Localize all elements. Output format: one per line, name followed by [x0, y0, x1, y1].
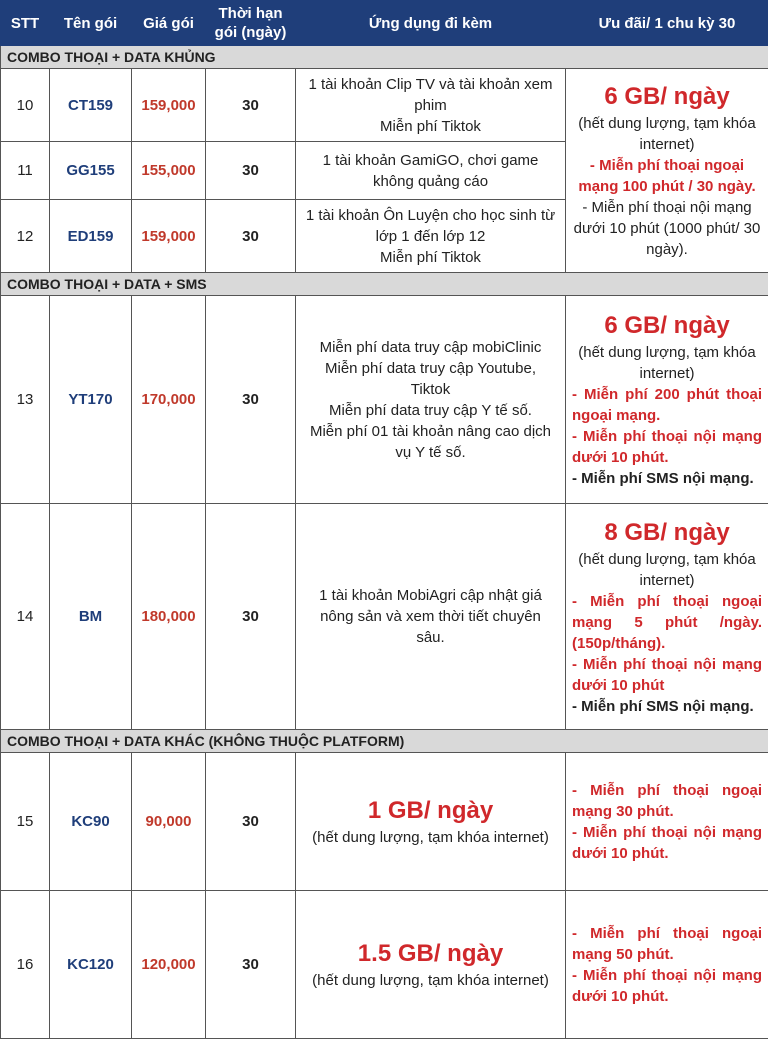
- offer-note: (hết dung lượng, tạm khóa internet): [578, 344, 756, 382]
- package-code: GG155: [50, 142, 132, 200]
- offer-item: - Miễn phí thoại ngoại mạng 50 phút.: [572, 924, 762, 963]
- package-data-amount: 1 GB/ ngày: [367, 797, 494, 824]
- package-days: 30: [206, 753, 296, 891]
- app-line: Miễn phí Tiktok: [380, 248, 481, 266]
- offer-item: - Miễn phí thoại ngoại mạng 30 phút.: [572, 781, 762, 820]
- package-code: KC90: [50, 753, 132, 891]
- offer-cell: [566, 69, 768, 273]
- package-days: 30: [206, 142, 296, 200]
- offer-item: - Miễn phí thoại nội mạng dưới 10 phút.: [572, 966, 762, 1005]
- package-apps: [296, 753, 566, 891]
- offer-data-amount: 8 GB/ ngày: [604, 518, 730, 546]
- app-line: Miễn phí data truy cập mobiClinic: [319, 338, 542, 356]
- offer-cell: [566, 504, 768, 730]
- table-row: [1, 504, 768, 730]
- offer-note: (hết dung lượng, tạm khóa internet): [578, 550, 756, 589]
- app-line: 1 tài khoản GamiGO, chơi game không quảng cáo: [322, 151, 539, 190]
- row-stt: 15: [1, 753, 50, 891]
- offer-item: - Miễn phí thoại nội mạng dưới 10 phút (1000 phút/ 30 ngày).: [573, 199, 761, 258]
- offer-item: - Miễn phí thoại ngoại mạng 100 phút / 30 ngày.: [578, 157, 756, 195]
- app-line: Miễn phí data truy cập Youtube, Tiktok: [325, 359, 536, 398]
- table-row: [1, 753, 768, 891]
- row-stt: 12: [1, 200, 50, 273]
- app-line: 1 tài khoản Clip TV và tài khoản xem phim: [308, 75, 553, 114]
- section-title: COMBO THOẠI + DATA KHÁC (KHÔNG THUỘC PLATFORM): [1, 730, 768, 753]
- package-note: (hết dung lượng, tạm khóa internet): [312, 972, 549, 989]
- package-apps: [296, 891, 566, 1039]
- package-days: 30: [206, 69, 296, 142]
- package-price: 155,000: [132, 142, 206, 200]
- offer-cell: [566, 753, 768, 891]
- package-apps: [296, 142, 566, 200]
- package-code: KC120: [50, 891, 132, 1039]
- app-line: Miễn phí data truy cập Y tế số.: [329, 401, 532, 419]
- table-row: [1, 891, 768, 1039]
- row-stt: 11: [1, 142, 50, 200]
- package-code: ED159: [50, 200, 132, 273]
- package-code: CT159: [50, 69, 132, 142]
- app-line: Miễn phí 01 tài khoản nâng cao dịch vụ Y tế số.: [309, 422, 551, 461]
- package-days: 30: [206, 504, 296, 730]
- package-apps: [296, 200, 566, 273]
- header-stt: STT: [1, 1, 50, 46]
- package-apps: [296, 504, 566, 730]
- offer-data-amount: 6 GB/ ngày: [604, 312, 730, 339]
- package-code: BM: [50, 504, 132, 730]
- package-apps: [296, 69, 566, 142]
- app-line: 1 tài khoản Ôn Luyện cho học sinh từ lớp 1 đến lớp 12: [305, 206, 556, 245]
- package-price: 120,000: [132, 891, 206, 1039]
- package-note: (hết dung lượng, tạm khóa internet): [312, 829, 549, 846]
- package-price: 170,000: [132, 296, 206, 504]
- header-price: Giá gói: [132, 1, 206, 46]
- offer-item: - Miễn phí SMS nội mạng.: [572, 470, 754, 487]
- section-row: [1, 730, 768, 753]
- offer-item: - Miễn phí 200 phút thoại ngoại mạng.: [572, 386, 762, 424]
- offer-data-amount: 6 GB/ ngày: [604, 83, 730, 110]
- section-row: [1, 273, 768, 296]
- header-offer: Ưu đãi/ 1 chu kỳ 30: [566, 1, 768, 46]
- package-price: 90,000: [132, 753, 206, 891]
- row-stt: 13: [1, 296, 50, 504]
- row-stt: 14: [1, 504, 50, 730]
- header-duration: Thời hạn gói (ngày): [206, 1, 296, 46]
- row-stt: 10: [1, 69, 50, 142]
- package-apps: [296, 296, 566, 504]
- table-header-row: [1, 1, 768, 46]
- offer-item: - Miễn phí thoại nội mạng dưới 10 phút.: [572, 428, 762, 466]
- app-line: 1 tài khoản MobiAgri cập nhật giá nông sản và xem thời tiết chuyên sâu.: [319, 587, 542, 646]
- offer-item: - Miễn phí thoại nội mạng dưới 10 phút.: [572, 823, 762, 862]
- row-stt: 16: [1, 891, 50, 1039]
- offer-note: (hết dung lượng, tạm khóa internet): [578, 115, 756, 153]
- app-line: Miễn phí Tiktok: [380, 117, 481, 135]
- offer-item: - Miễn phí thoại ngoại mạng 5 phút /ngày. (150p/tháng).: [572, 592, 762, 652]
- offer-item: - Miễn phí SMS nội mạng.: [572, 697, 754, 715]
- package-days: 30: [206, 296, 296, 504]
- offer-item: - Miễn phí thoại nội mạng dưới 10 phút: [572, 655, 762, 694]
- header-apps: Ứng dụng đi kèm: [296, 1, 566, 46]
- package-code: YT170: [50, 296, 132, 504]
- section-title: COMBO THOẠI + DATA KHỦNG: [1, 46, 768, 69]
- section-title: COMBO THOẠI + DATA + SMS: [1, 273, 768, 296]
- table-row: [1, 69, 768, 142]
- package-days: 30: [206, 200, 296, 273]
- table-row: [1, 296, 768, 504]
- package-data-amount: 1.5 GB/ ngày: [357, 940, 504, 967]
- header-name: Tên gói: [50, 1, 132, 46]
- offer-cell: [566, 891, 768, 1039]
- package-price: 159,000: [132, 200, 206, 273]
- package-days: 30: [206, 891, 296, 1039]
- package-price: 159,000: [132, 69, 206, 142]
- package-price: 180,000: [132, 504, 206, 730]
- offer-cell: [566, 296, 768, 504]
- section-row: [1, 46, 768, 69]
